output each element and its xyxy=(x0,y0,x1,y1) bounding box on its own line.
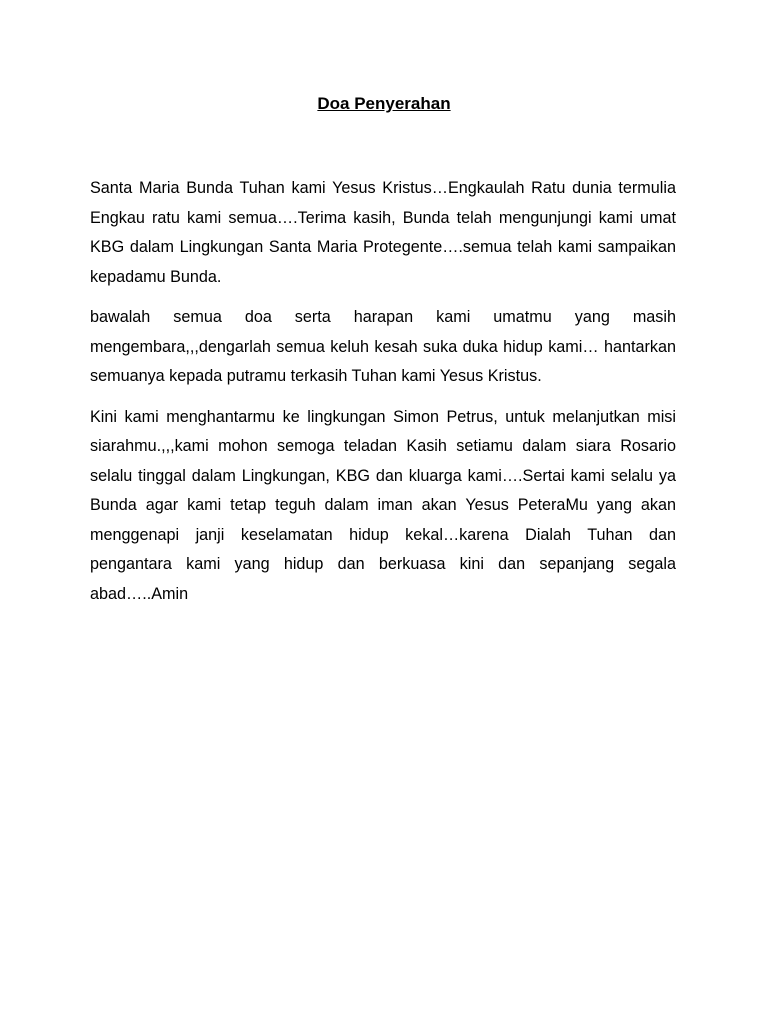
document-title: Doa Penyerahan xyxy=(317,94,451,113)
paragraph-1: Santa Maria Bunda Tuhan kami Yesus Kristus…Engkaulah Ratu dunia termulia Engkau ratu kami semua….Terima kasih, Bunda telah mengunjungi kami umat KBG dalam Lingkungan Santa Maria Protegente….semua telah kami sampaikan kepadamu Bunda. xyxy=(90,179,676,286)
document-body xyxy=(90,174,676,620)
paragraph-3: Kini kami menghantarmu ke lingkungan Simon Petrus, untuk melanjutkan misi siarahmu.,,,kami mohon semoga teladan Kasih setiamu dalam siara Rosario selalu tinggal dalam Lingkungan, KBG dan kluarga kami….Sertai kami selalu ya Bunda agar kami tetap teguh dalam iman akan Yesus PeteraMu yang akan menggenapi janji keselamatan hidup kekal…karena Dialah Tuhan dan pengantara kami yang hidup dan berkuasa kini dan sepanjang segala abad…..Amin xyxy=(90,407,676,603)
paragraph-2: bawalah semua doa serta harapan kami umatmu yang masih mengembara,,,dengarlah semua keluh kesah suka duka hidup kami… hantarkan semuanya kepada putramu terkasih Tuhan kami Yesus Kristus. xyxy=(90,308,676,385)
